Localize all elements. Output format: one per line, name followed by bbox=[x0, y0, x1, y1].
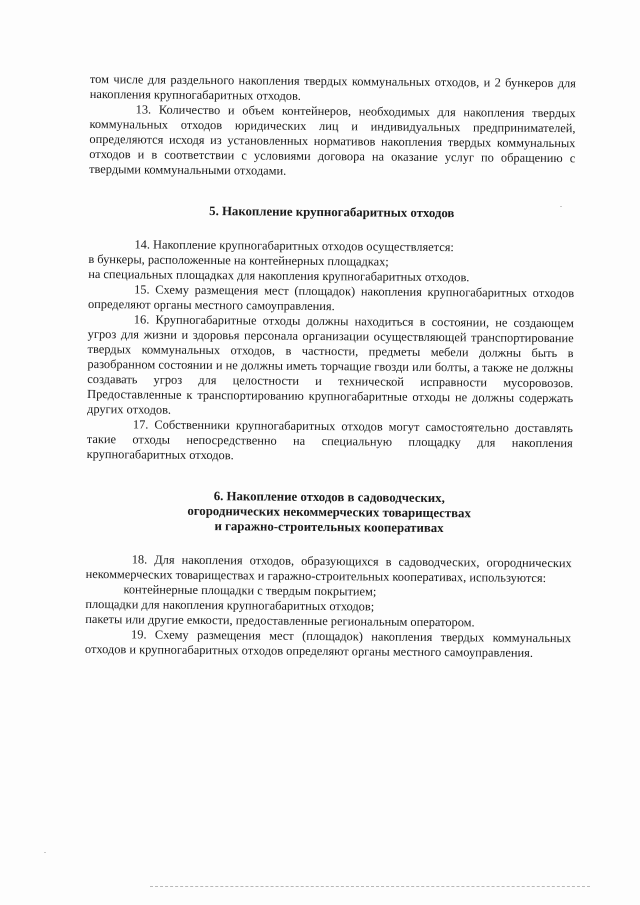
paragraph-16: 16. Крупногабаритные отходы должны находиться в состоянии, не создающем угроз для жизни и здоровья персонала организации осуществляющей транспортирование твердых коммунальных отходов, в частности, предметы мебели должны быть в разобранном состоянии и не должны иметь торчащие гвозди или болты, а также не должны создавать угроз для целостности и технической исправности мусоровозов. Предоставленные к транспортированию крупногабаритные отходы не должны содержать других отходов. bbox=[86, 312, 574, 417]
paragraph-14-item-2: на специальных площадках для накопления крупногабаритных отходов. bbox=[88, 266, 470, 285]
section-6-title-line-2: огороднических некоммерческих товариществах bbox=[187, 503, 471, 521]
scan-speck bbox=[560, 206, 562, 207]
paragraph-18-item-2: площадки для накопления крупногабаритных отходов; bbox=[85, 596, 375, 614]
section-6-title-line-3: и гаражно-строительных кооперативах bbox=[214, 519, 444, 536]
paragraph-13: 13. Количество и объем контейнеров, необходимых для накопления твердых коммунальных отходов юридических лиц и индивидуальных предпринимателей, определяются исходя из установленных нормативов накопления твердых коммунальных отходов и в соответствии с условиями договора на оказание услуг по обращению с твердыми коммунальными отходами. bbox=[89, 102, 576, 178]
lead-paragraph: том числе для раздельного накопления твердых коммунальных отходов, и 2 бункеров для накопления крупногабаритных отходов. bbox=[89, 72, 576, 103]
section-5-title: 5. Накопление крупногабаритных отходов bbox=[209, 204, 455, 221]
scan-speck bbox=[44, 852, 46, 853]
paragraph-14-item-1: в бункеры, расположенные на контейнерных площадках; bbox=[88, 251, 389, 269]
paragraph-14: 14. Накопление крупногабаритных отходов осуществляется: bbox=[134, 237, 454, 255]
paragraph-18-item-1: контейнерные площадки с твердым покрытием; bbox=[123, 582, 377, 599]
paragraph-18-item-3: пакеты или другие емкости, предоставленные региональным оператором. bbox=[85, 611, 475, 630]
paragraph-17: 17. Собственники крупногабаритных отходов могут самостоятельно доставлять такие отходы непосредственно на специальную площадку для накопления крупногабаритных отходов. bbox=[86, 417, 573, 463]
paragraph-15: 15. Схему размещения мест (площадок) накопления крупногабаритных отходов определяют органы местного самоуправления. bbox=[87, 282, 575, 314]
document-body bbox=[85, 72, 576, 661]
scan-footer-line bbox=[150, 886, 590, 887]
paragraph-18: 18. Для накопления отходов, образующихся в садоводческих, огороднических некоммерческих товариществах и гаражно-строительных кооперативах, используются: bbox=[85, 552, 572, 585]
section-6-title-line-1: 6. Накопление отходов в садоводческих, bbox=[213, 489, 445, 506]
paragraph-19: 19. Схему размещения мест (площадок) накопления твердых коммунальных отходов и крупногабаритных отходов определяют органы местного самоуправления. bbox=[84, 627, 572, 660]
